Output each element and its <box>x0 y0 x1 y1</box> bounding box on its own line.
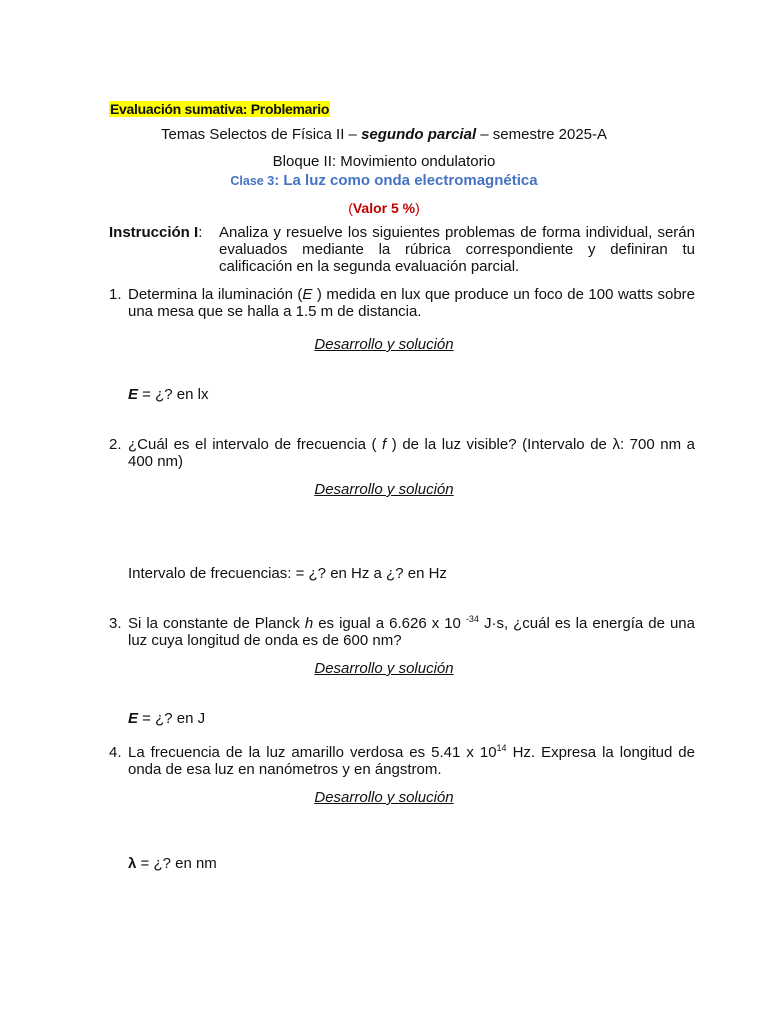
q1-var: E <box>302 286 313 303</box>
q2-dev-text: Desarrollo y solución <box>314 481 454 498</box>
subtitle-semester: – semestre 2025-A <box>476 126 608 143</box>
q4-answer-text: = ¿? en nm <box>136 855 217 872</box>
question-4-number: 4. <box>109 744 122 761</box>
q4-text-a: La frecuencia de la luz amarillo verdosa es 5.41 x 10 <box>128 744 497 761</box>
instruction-label-text: Instrucción I <box>109 224 199 241</box>
q3-development-label <box>0 660 768 677</box>
subtitle-partial: segundo parcial <box>361 126 477 143</box>
q2-development-label <box>0 481 768 498</box>
q4-exponent: 14 <box>496 743 507 753</box>
valor-open: ( <box>348 200 353 216</box>
question-2-number: 2. <box>109 436 122 453</box>
q4-answer-var: λ <box>128 855 137 872</box>
question-2-text <box>128 436 695 470</box>
q4-development-label <box>0 789 768 806</box>
q1-text-b: ) medida en lux que produce un foco de 100 watts sobre una mesa que se halla a 1.5 m de distancia. <box>128 286 695 320</box>
q1-answer-var: E <box>128 386 139 403</box>
q4-answer <box>128 855 217 872</box>
instruction-label <box>109 224 202 241</box>
q1-development-label <box>0 336 768 353</box>
highlighted-title: Evaluación sumativa: Problemario <box>110 101 330 117</box>
q2-answer: Intervalo de frecuencias: = ¿? en Hz a ¿? en Hz <box>128 565 447 582</box>
q3-exponent: -34 <box>465 614 479 624</box>
evaluation-label <box>109 101 330 118</box>
subtitle-course: Temas Selectos de Física II – <box>160 126 362 143</box>
q3-answer-var: E <box>128 710 139 727</box>
course-subtitle <box>0 126 768 143</box>
clase-label: Clase 3 <box>230 174 275 188</box>
q3-text-b: es igual a 6.626 x 10 <box>313 615 466 632</box>
q1-text-a: Determina la iluminación ( <box>128 286 303 303</box>
bloque-title: Bloque II: Movimiento ondulatorio <box>272 153 496 170</box>
q3-text-c: J·s, ¿cuál es la energía de una luz cuya longitud de onda es de 600 nm? <box>128 615 695 649</box>
q1-dev-text: Desarrollo y solución <box>314 336 454 353</box>
q3-var: h <box>304 615 314 632</box>
q3-text-a: Si la constante de Planck <box>128 615 305 632</box>
clase-topic: : La luz como onda electromagnética <box>274 172 538 189</box>
question-4-text <box>128 744 695 778</box>
question-3-text <box>128 615 695 649</box>
q1-answer <box>128 386 208 403</box>
value-label <box>0 200 768 216</box>
q3-answer-text: = ¿? en J <box>138 710 206 727</box>
q2-text-b: ) de la luz visible? (Intervalo de λ: 700 nm a 400 nm) <box>128 436 695 470</box>
question-3-number: 3. <box>109 615 122 632</box>
q4-dev-text: Desarrollo y solución <box>314 789 454 806</box>
instruction-colon: : <box>198 224 203 241</box>
q3-answer <box>128 710 205 727</box>
clase-title <box>0 172 768 189</box>
q4-text-b: Hz. Expresa la longitud de onda de esa luz en nanómetros y en ángstrom. <box>128 744 695 778</box>
q1-answer-text: = ¿? en lx <box>138 386 209 403</box>
q2-text-a: ¿Cuál es el intervalo de frecuencia ( <box>128 436 383 453</box>
q2-var: f <box>382 436 387 453</box>
valor-text: Valor 5 % <box>352 200 416 216</box>
instruction-text: Analiza y resuelve los siguientes problemas de forma individual, serán evaluados mediante la rúbrica correspondiente y definiran tu calificación en la segunda evaluación parcial. <box>219 224 695 275</box>
q3-dev-text: Desarrollo y solución <box>314 660 454 677</box>
valor-close: ) <box>415 200 420 216</box>
question-1-text <box>128 286 695 320</box>
question-1-number: 1. <box>109 286 122 303</box>
